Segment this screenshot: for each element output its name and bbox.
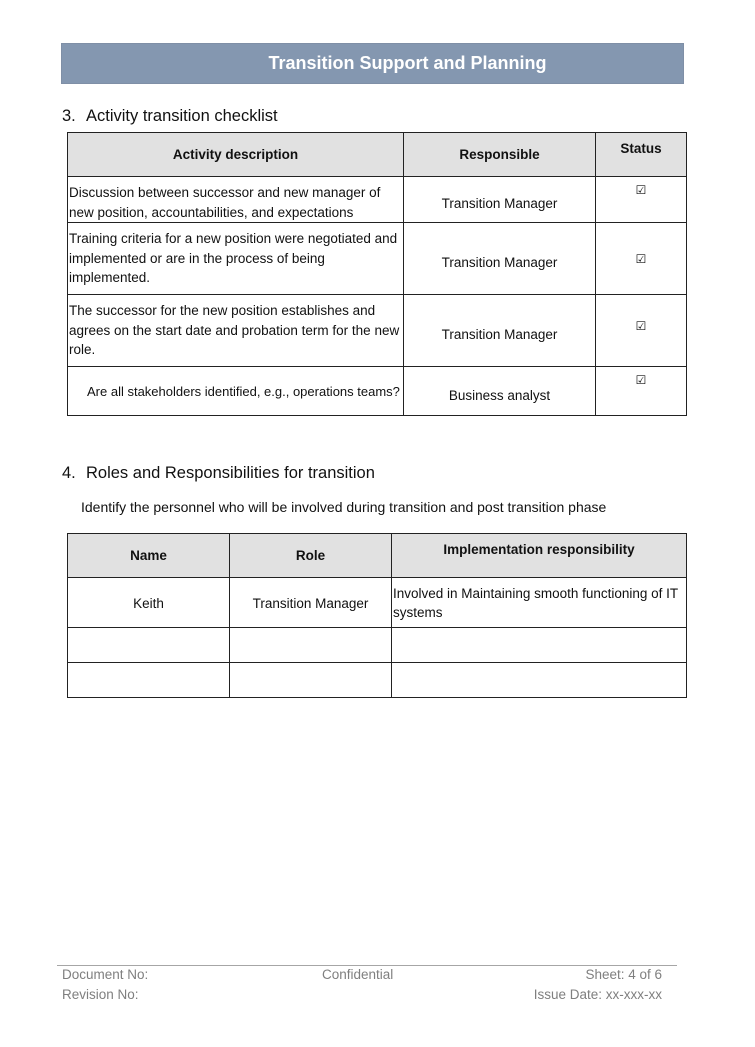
section-3-number: 3. bbox=[62, 107, 76, 125]
table-row bbox=[68, 578, 687, 628]
person-name: Keith bbox=[68, 578, 230, 628]
table-row bbox=[68, 295, 687, 367]
activity-responsible: Transition Manager bbox=[404, 295, 596, 367]
section-4-intro: Identify the personnel who will be involved during transition and post transition phase bbox=[81, 499, 607, 515]
activity-description: The successor for the new position establishes and agrees on the start date and probation term for the new role. bbox=[68, 295, 404, 367]
footer-document-no: Document No: bbox=[62, 967, 149, 982]
column-header-responsible: Responsible bbox=[404, 133, 596, 177]
column-header-activity: Activity description bbox=[68, 133, 404, 177]
person-role bbox=[230, 628, 392, 663]
person-name bbox=[68, 663, 230, 698]
activity-checklist-table bbox=[67, 132, 687, 416]
footer-divider bbox=[57, 965, 677, 966]
table-row bbox=[68, 628, 687, 663]
implementation-responsibility bbox=[392, 628, 687, 663]
activity-responsible: Transition Manager bbox=[404, 177, 596, 223]
section-4-heading bbox=[62, 464, 375, 483]
activity-responsible: Business analyst bbox=[404, 367, 596, 416]
activity-responsible: Transition Manager bbox=[404, 223, 596, 295]
column-header-implementation: Implementation responsibility bbox=[392, 534, 687, 578]
person-name bbox=[68, 628, 230, 663]
table-row bbox=[68, 663, 687, 698]
status-checkbox-icon[interactable]: ☑ bbox=[596, 223, 687, 295]
footer-sheet: Sheet: 4 of 6 bbox=[585, 967, 662, 982]
document-title-bar bbox=[61, 43, 684, 84]
section-4-number: 4. bbox=[62, 464, 76, 482]
column-header-status: Status bbox=[596, 133, 687, 177]
section-4-title: Roles and Responsibilities for transition bbox=[86, 464, 375, 482]
person-role bbox=[230, 663, 392, 698]
person-role: Transition Manager bbox=[230, 578, 392, 628]
footer-issue-date: Issue Date: xx-xxx-xx bbox=[533, 987, 662, 1002]
document-title: Transition Support and Planning bbox=[268, 53, 547, 73]
activity-description: Training criteria for a new position were negotiated and implemented or are in the process of being implemented. bbox=[68, 223, 404, 295]
table-header-row bbox=[68, 534, 687, 578]
table-header-row bbox=[68, 133, 687, 177]
column-header-name: Name bbox=[68, 534, 230, 578]
table-row bbox=[68, 367, 687, 416]
status-checkbox-icon[interactable]: ☑ bbox=[596, 295, 687, 367]
activity-description: Are all stakeholders identified, e.g., operations teams? bbox=[68, 367, 404, 416]
footer-confidential: Confidential bbox=[322, 967, 394, 982]
table-row bbox=[68, 177, 687, 223]
status-checkbox-icon[interactable]: ☑ bbox=[596, 367, 687, 416]
footer-revision-no: Revision No: bbox=[62, 987, 139, 1002]
activity-description: Discussion between successor and new manager of new position, accountabilities, and expectations bbox=[68, 177, 404, 223]
implementation-responsibility: Involved in Maintaining smooth functioning of IT systems bbox=[392, 578, 687, 628]
status-checkbox-icon[interactable]: ☑ bbox=[596, 177, 687, 223]
section-3-heading bbox=[62, 107, 278, 126]
column-header-role: Role bbox=[230, 534, 392, 578]
implementation-responsibility bbox=[392, 663, 687, 698]
table-row bbox=[68, 223, 687, 295]
section-3-title: Activity transition checklist bbox=[86, 107, 278, 125]
roles-responsibilities-table bbox=[67, 533, 687, 698]
